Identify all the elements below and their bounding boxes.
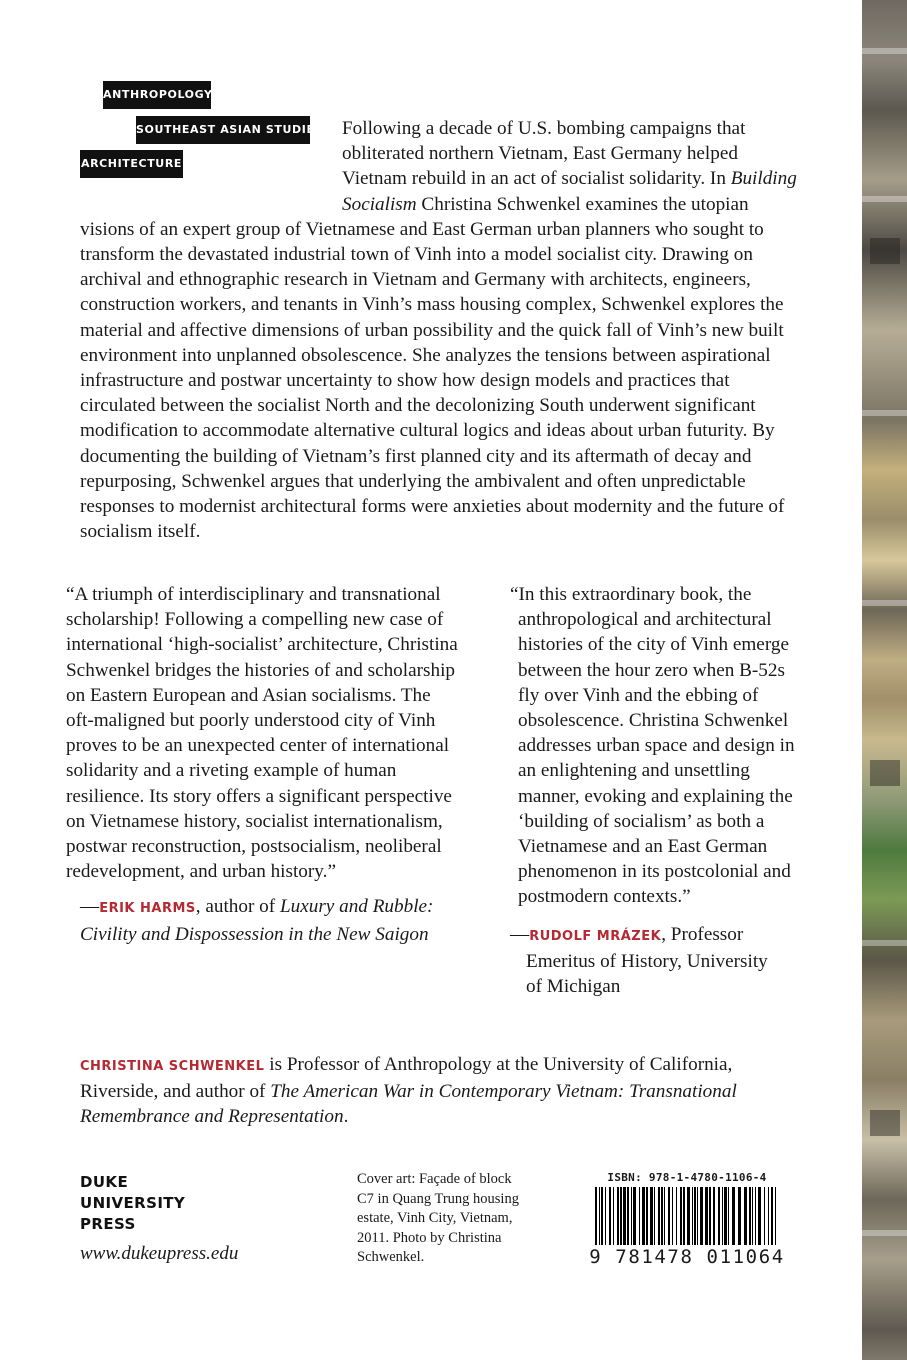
barcode-bar (700, 1187, 703, 1245)
barcode-bar (642, 1187, 645, 1245)
barcode-bar (709, 1187, 711, 1245)
barcode-bar (732, 1187, 735, 1245)
barcode-bar (755, 1187, 756, 1245)
endorsement-text: “A triumph of interdisciplinary and transnational scholarship! Following a compelling new case of international ‘high-socialist’ architecture, Christina Schwenkel bridges the histories of and scholarship on Eastern European and Asian socialisms. The oft-maligned but poorly understood city of Vinh proves to be an unexpected center of international solidarity and a riveting example of human resilience. Its story offers a significant perspective on Vietnamese history, socialist internationalism, postwar reconstruction, postsocialism, neoliberal redevelopment, and urban history.” (66, 584, 458, 883)
cover-photo-strip (862, 0, 907, 1360)
publisher-block (80, 1172, 238, 1265)
author-bio-text: is Professor of Anthropology at the University of California, Riverside, and author of (80, 1054, 733, 1103)
isbn-number: ISBN: 978-1-4780-1106-4 (607, 1171, 767, 1184)
blurb-part-2: Christina Schwenkel examines the utopian visions of an expert group of Vietnamese and East German urban planners who sought to transform the devastated industrial town of Vinh into a model socialist city. Drawing on archival and ethnographic research in Vietnam and Germany with architects, engineers, construction workers, and tenants in Vinh’s mass housing complex, Schwenkel explores the material and affective dimensions of urban possibility and the quick fall of Vinh’s new built environment into unplanned obsolescence. She analyzes the tensions between aspirational infrastructure and postwar uncertainty to show how design models and practices that circulated between the socialist North and the decolonizing South underwent significant modification to accommodate alternative cultural logics and ideas about urban futurity. By documenting the building of Vietnam’s first planned city and its aftermath of decay and repurposing, Schwenkel argues that underlying the ambivalent and often unpredictable responses to modernist architectural forms were anxieties about modernity and the future of socialism itself. (80, 193, 785, 543)
publisher-logo-line-1: DUKE (80, 1173, 129, 1191)
endorsement-mrazek (510, 582, 810, 999)
endorser-role-3: of Michigan (526, 976, 621, 998)
author-bio (80, 1052, 780, 1130)
barcode-bar (595, 1187, 597, 1245)
barcode-bar (771, 1187, 773, 1245)
barcode-bar (722, 1187, 723, 1245)
barcode-bar (646, 1187, 648, 1245)
barcode-bar (768, 1187, 769, 1245)
barcode-bar (676, 1187, 677, 1245)
barcode-bar (658, 1187, 660, 1245)
barcode-bar (617, 1187, 619, 1245)
attribution-dash: — (510, 923, 530, 945)
barcode-bar (627, 1187, 629, 1245)
endorser-book: Luxury and Rubble: Civility and Dispossession in the New Saigon (80, 896, 434, 945)
tag-architecture: ARCHITECTURE (80, 150, 183, 178)
barcode-bar (764, 1187, 765, 1245)
cover-art-credit: Cover art: Façade of block C7 in Quang Trung housing estate, Vinh City, Vietnam, 2011. Photo by Christina Schwenkel. (357, 1171, 519, 1265)
barcode-bar (718, 1187, 720, 1245)
barcode-bar (687, 1187, 690, 1245)
barcode-bar (613, 1187, 614, 1245)
book-description (80, 116, 800, 544)
endorser-role: , author of (195, 896, 280, 918)
attribution-dash: — (80, 896, 100, 918)
tag-anthropology: ANTHROPOLOGY (103, 81, 211, 109)
barcode-bar (631, 1187, 632, 1245)
barcode-bar (758, 1187, 761, 1245)
barcode-bar (728, 1187, 729, 1245)
barcode-bar (724, 1187, 727, 1245)
barcode-bar (713, 1187, 715, 1245)
endorser-name: RUDOLF MRÁZEK (529, 928, 662, 944)
publisher-logo-line-3: PRESS (80, 1215, 136, 1233)
barcode-bar (601, 1187, 603, 1245)
publisher-url[interactable]: www.dukeupress.edu (80, 1243, 239, 1264)
barcode-bar (749, 1187, 751, 1245)
barcode-bar (599, 1187, 600, 1245)
barcode-bar (620, 1187, 622, 1245)
endorsement-text: “In this extraordinary book, the anthropological and architectural histories of the city of Vinh emerge between the hour zero when B-52s fly over Vinh and the ebbing of obsolescence. Christina Schwenkel addresses urban space and design in an enlightening and unsettling manner, evoking and explaining the ‘building of socialism’ as both a Vietnamese and an East German phenomenon in its postcolonial and postmodern contexts.” (510, 584, 795, 908)
tag-southeast-asian-studies: SOUTHEAST ASIAN STUDIES (136, 116, 310, 144)
barcode-bars (589, 1187, 785, 1245)
barcode-bar (633, 1187, 636, 1245)
book-title: Building Socialism (342, 168, 797, 215)
endorser-name: ERIK HARMS (99, 901, 196, 917)
barcode-bar (639, 1187, 640, 1245)
barcode-bar (705, 1187, 708, 1245)
barcode-bar (668, 1187, 670, 1245)
barcode-bar (697, 1187, 698, 1245)
endorser-role-1: , Professor (661, 923, 744, 945)
barcode-bar (692, 1187, 693, 1245)
barcode-bar (623, 1187, 626, 1245)
author-previous-book: The American War in Contemporary Vietnam: Transnational Remembrance and Representation (80, 1081, 737, 1128)
barcode-bar (650, 1187, 653, 1245)
barcode-bar (738, 1187, 741, 1245)
barcode-bar (683, 1187, 685, 1245)
barcode-bar (661, 1187, 663, 1245)
author-bio-end: . (343, 1106, 349, 1128)
ean-digits: 9 781478 011064 (589, 1246, 785, 1268)
endorsement-harms (66, 582, 462, 947)
barcode-bar (744, 1187, 747, 1245)
barcode-bar (694, 1187, 696, 1245)
barcode-bar (609, 1187, 611, 1245)
blurb-part-1: Following a decade of U.S. bombing campaigns that obliterated northern Vietnam, East Germany helped Vietnam rebuild in an act of socialist solidarity. In (342, 118, 746, 190)
publisher-logo-line-2: UNIVERSITY (80, 1194, 186, 1212)
author-name: CHRISTINA SCHWENKEL (80, 1059, 265, 1074)
barcode-bar (664, 1187, 665, 1245)
barcode-bar (605, 1187, 606, 1245)
barcode-bar (752, 1187, 753, 1245)
barcode-bar (654, 1187, 655, 1245)
barcode-bar (775, 1187, 776, 1245)
isbn-barcode (589, 1171, 785, 1267)
endorser-role-2: Emeritus of History, University (526, 950, 768, 972)
barcode-bar (680, 1187, 682, 1245)
barcode-bar (672, 1187, 673, 1245)
